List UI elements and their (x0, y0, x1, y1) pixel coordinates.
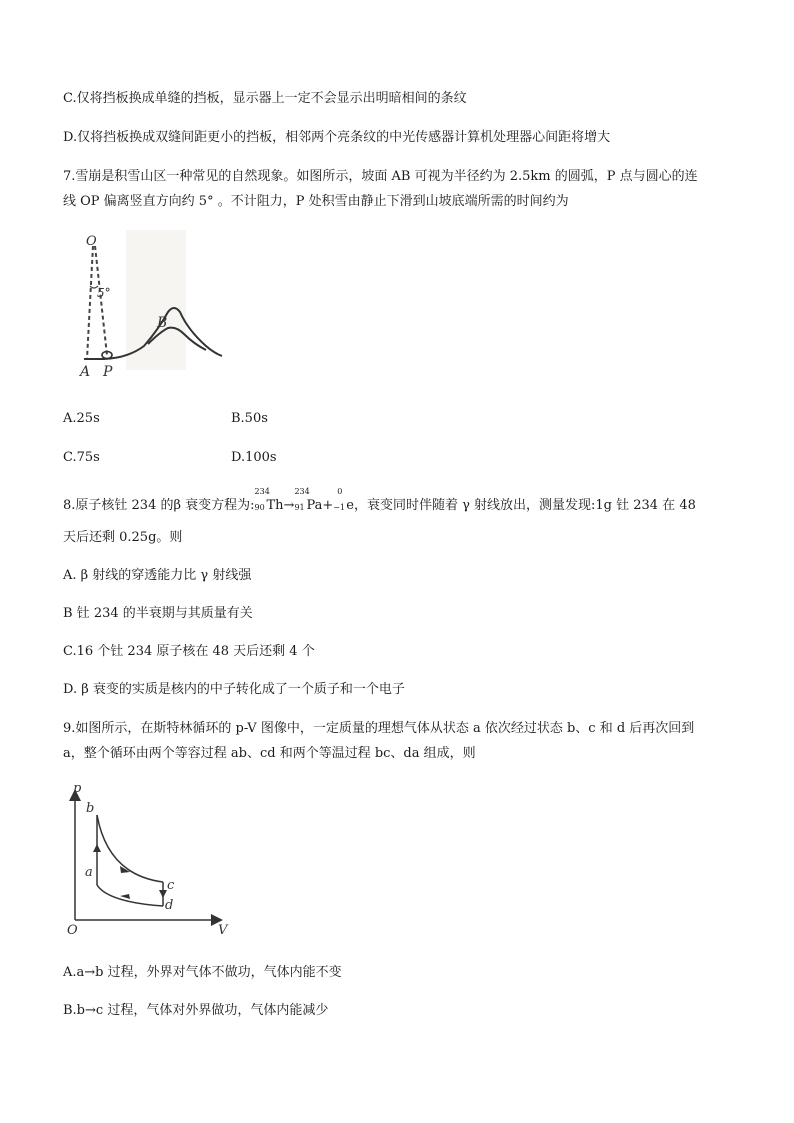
label-b: B (157, 315, 168, 331)
q7-avalanche-figure (66, 228, 232, 380)
label-p: P (103, 364, 113, 380)
origin-label: O (67, 923, 78, 938)
th-234-nuclide (254, 487, 270, 515)
axis-p-label: p (73, 781, 82, 796)
q7-option-a: A.25s (63, 411, 100, 426)
pa-atomic-number: 91 (294, 503, 305, 512)
q8-option-b: B 钍 234 的半衰期与其质量有关 (63, 606, 253, 621)
radius-op-line (95, 246, 107, 355)
e-symbol: e (346, 498, 354, 513)
q9-pv-diagram (60, 780, 240, 940)
vertical-radius-line (87, 246, 93, 359)
q6-option-c: C.仅将挡板换成单缝的挡板，显示器上一定不会显示出明暗相间的条纹 (63, 91, 467, 106)
q8-stem-prefix: 8.原子核钍 234 的β 衰变方程为: (63, 498, 255, 513)
q8-option-d: D. β 衰变的实质是核内的中子转化成了一个质子和一个电子 (63, 682, 405, 697)
q9-option-b: B.b→c 过程，气体对外界做功，气体内能减少 (63, 1003, 329, 1018)
label-a: A (80, 364, 91, 380)
arrow-cd (159, 890, 167, 898)
q6-option-d: D.仅将挡板换成双缝间距更小的挡板，相邻两个亮条纹的中光传感器计算机处理器心间距将增大 (63, 130, 611, 145)
electron-nuclide (333, 487, 346, 515)
label-angle: 5° (97, 286, 111, 300)
e-atomic-number: −1 (333, 503, 346, 512)
state-d-label: d (165, 898, 174, 913)
pa-symbol: Pa+ (306, 498, 334, 513)
q7-option-b: B.50s (231, 411, 268, 426)
state-b-label: b (86, 801, 95, 816)
e-mass-number: 0 (337, 487, 343, 496)
label-o: O (86, 234, 97, 249)
q7-stem-line1: 7.雪崩是积雪山区一种常见的自然现象。如图所示，坡面 AB 可视为半径约为 2.5km 的圆弧，P 点与圆心的连 (63, 169, 698, 184)
q8-stem-suffix: ，衰变同时伴随着 γ 射线放出，测量发现:1g 钍 234 在 48 (353, 498, 696, 513)
pa-mass-number: 234 (294, 487, 310, 496)
q9-option-a: A.a→b 过程，外界对气体不做功，气体内能不变 (63, 965, 342, 980)
q8-stem-line2: 天后还剩 0.25g。则 (63, 530, 183, 545)
q8-option-a: A. β 射线的穿透能力比 γ 射线强 (63, 568, 252, 583)
q7-option-d: D.100s (231, 450, 277, 465)
q8-option-c: C.16 个钍 234 原子核在 48 天后还剩 4 个 (63, 644, 315, 659)
th-symbol: Th→ (266, 498, 295, 513)
figure-scan-shading (126, 230, 186, 370)
q9-stem-line1: 9.如图所示，在斯特林循环的 p-V 图像中，一定质量的理想气体从状态 a 依次经过状态 b、c 和 d 后再次回到 (63, 721, 695, 736)
pa-234-nuclide (294, 487, 310, 515)
th-mass-number: 234 (254, 487, 270, 496)
th-atomic-number: 90 (254, 503, 265, 512)
axis-v-label: V (218, 923, 228, 938)
q8-stem-line1 (63, 487, 696, 515)
arrow-da (120, 894, 130, 899)
process-bc (97, 815, 163, 882)
process-da (97, 885, 163, 906)
state-a-label: a (85, 865, 93, 880)
q7-stem-line2: 线 OP 偏离竖直方向约 5° 。不计阻力，P 处积雪由静止下滑到山坡底端所需的时间约为 (63, 194, 569, 209)
state-c-label: c (167, 878, 175, 893)
q9-stem-line2: a，整个循环由两个等容过程 ab、cd 和两个等温过程 bc、da 组成，则 (63, 746, 476, 761)
q7-option-c: C.75s (63, 450, 100, 465)
arrow-ab (93, 844, 101, 852)
